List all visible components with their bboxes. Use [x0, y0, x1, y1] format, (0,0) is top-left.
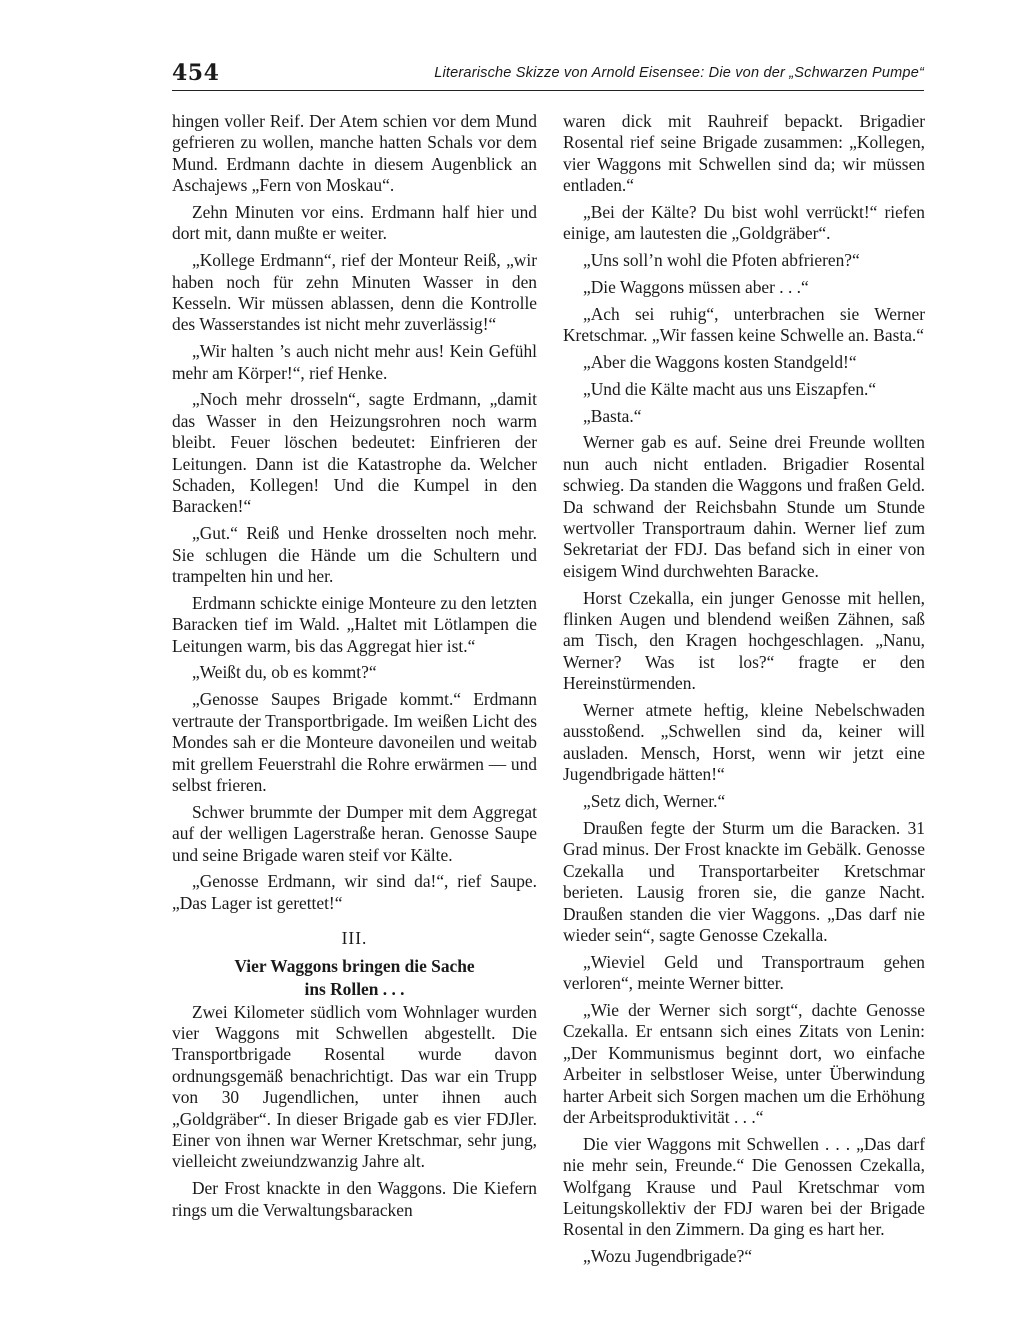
paragraph: „Uns soll’n wohl die Pfoten abfrieren?“ — [583, 250, 860, 271]
paragraph: Erdmann schickte einige Monteure zu den letzten Baracken tief im Wald. „Haltet mit Lötlampen die Leitungen warm, bis das Aggregat hier ist.“ — [172, 592, 537, 656]
paragraph: „Noch mehr drosseln“, sagte Erdmann, „damit das Wasser in den Heizungsrohren noch warm bleibt. Feuer löschen bedeutet: Einfrieren der Leitungen. Dann ist die Katastrophe da. Welcher Schaden, Kollegen! Und die Kumpel in den Baracken!“ — [172, 389, 537, 517]
section-heading-line-2: ins Rollen . . . — [304, 978, 405, 999]
paragraph: Die vier Waggons mit Schwellen . . . „Das darf nie mehr sein, Freunde.“ Die Genossen Czekalla, Wolfgang Krause und Paul Kretschmar vom Leitungskollektiv der FDJ waren bei der Brigade Rosental in den Zimmern. Da ging es hart her. — [563, 1133, 925, 1240]
page-header — [172, 56, 924, 91]
page-number: 454 — [172, 60, 220, 86]
running-head: Literarische Skizze von Arnold Eisensee: Die von der „Schwarzen Pumpe“ — [434, 65, 924, 81]
paragraph: „Wozu Jugendbrigade?“ — [583, 1246, 753, 1267]
paragraph: Der Frost knackte in den Waggons. Die Kiefern rings um die Verwaltungsbaracken — [172, 1178, 537, 1220]
paragraph: waren dick mit Rauhreif bepackt. Brigadier Rosental rief seine Brigade zusammen: „Kollegen, vier Waggons mit Schwellen sind da; wir müssen entladen.“ — [563, 111, 925, 196]
paragraph: „Kollege Erdmann“, rief der Monteur Reiß, „wir haben noch für zehn Minuten Wasser in den Kesseln. Wir müssen ablassen, denn die Kontrolle des Wasserstandes ist nicht mehr zuverlässig!“ — [172, 250, 537, 335]
paragraph: Horst Czekalla, ein junger Genosse mit hellen, flinken Augen und blendend weißen Zähnen, saß am Tisch, den Kragen hochgeschlagen. „Nanu, Werner? Was ist los?“ fragte er den Hereinstürmenden. — [563, 587, 925, 694]
paragraph: Zwei Kilometer südlich vom Wohnlager wurden vier Waggons mit Schwellen abgestellt. Die Transportbrigade Rosental wurde davon ordnungsgemäß benachrichtigt. Das war ein Trupp von 30 Jugendlichen, unter ihnen auch „Goldgräber“. In dieser Brigade gab es vier FDJler. Einer von ihnen war Werner Kretschmar, sehr jung, vielleicht zweiundzwanzig Jahre alt. — [172, 1001, 537, 1172]
paragraph: Schwer brummte der Dumper mit dem Aggregat auf der welligen Lagerstraße heran. Genosse Saupe und seine Brigade waren steif vor Kälte. — [172, 801, 537, 865]
paragraph: Draußen fegte der Sturm um die Baracken. 31 Grad minus. Der Frost knackte im Gebälk. Genosse Czekalla und Transportarbeiter Kretschmar berieten. Lausig froren sie, die ganze Nacht. Draußen standen die vier Waggons. „Das darf nie wieder sein“, sagte Genosse Czekalla. — [563, 817, 925, 945]
paragraph: „Genosse Erdmann, wir sind da!“, rief Saupe. „Das Lager ist gerettet!“ — [172, 871, 537, 913]
paragraph: „Wir halten ’s auch nicht mehr aus! Kein Gefühl mehr am Körper!“, rief Henke. — [172, 341, 537, 383]
paragraph: hingen voller Reif. Der Atem schien vor dem Mund gefrieren zu wollen, manche hatten Schals vor dem Mund. Erdmann dachte in diesem Augenblick an Aschajews „Fern von Moskau“. — [172, 111, 537, 196]
paragraph: „Setz dich, Werner.“ — [583, 791, 726, 812]
paragraph: Zehn Minuten vor eins. Erdmann half hier und dort mit, dann mußte er weiter. — [172, 202, 537, 244]
paragraph: Werner atmete heftig, kleine Nebelschwaden ausstoßend. „Schwellen sind da, keiner will ausladen. Mensch, Horst, wenn wir jetzt eine Jugendbrigade hätten!“ — [563, 700, 925, 785]
paragraph: Werner gab es auf. Seine drei Freunde wollten nun auch nicht entladen. Brigadier Rosental schwieg. Da standen die Waggons und fraßen Geld. Da schwand der Reichsbahn Stunde um Stunde wertvoller Transportraum dahin. Werner lief zum Sekretariat der FDJ. Das befand sich in einer von eisigem Wind durchwehten Baracke. — [563, 432, 925, 581]
paragraph: „Ach sei ruhig“, unterbrachen sie Werner Kretschmar. „Wir fassen keine Schwelle an. Basta.“ — [563, 303, 925, 346]
paragraph: „Wieviel Geld und Transportraum gehen verloren“, meinte Werner bitter. — [563, 951, 925, 994]
paragraph: „Aber die Waggons kosten Standgeld!“ — [583, 352, 857, 373]
section-heading-line-1: Vier Waggons bringen die Sache — [234, 955, 475, 976]
paragraph: „Die Waggons müssen aber . . .“ — [583, 277, 809, 298]
paragraph: „Und die Kälte macht aus uns Eiszapfen.“ — [583, 378, 877, 399]
left-column — [172, 111, 537, 1226]
paragraph: „Wie der Werner sich sorgt“, dachte Genosse Czekalla. Er entsann sich eines Zitats von Lenin: „Der Kommunismus beginnt dort, wo einfache Arbeiter in selbstloser Weise, unter Überwindung harter Arbeit sich Sorgen machen um die Erhöhung der Arbeitsproduktivität . . .“ — [563, 999, 925, 1127]
paragraph: „Genosse Saupes Brigade kommt.“ Erdmann vertraute der Transportbrigade. Im weißen Licht des Mondes sah er die Monteure davoneilen und weitab mit grellem Feuerstrahl die Rohre erwärmen — und selbst frieren. — [172, 689, 537, 795]
right-column — [563, 111, 925, 1273]
paragraph: „Basta.“ — [583, 405, 642, 426]
paragraph: „Gut.“ Reiß und Henke drosselten noch mehr. Sie schlugen die Hände um die Schultern und trampelten hin und her. — [172, 523, 537, 587]
paragraph: „Weißt du, ob es kommt?“ — [192, 662, 377, 683]
paragraph: „Bei der Kälte? Du bist wohl verrückt!“ riefen einige, am lautesten die „Goldgräber“. — [563, 202, 925, 244]
section-number: III. — [341, 928, 368, 949]
